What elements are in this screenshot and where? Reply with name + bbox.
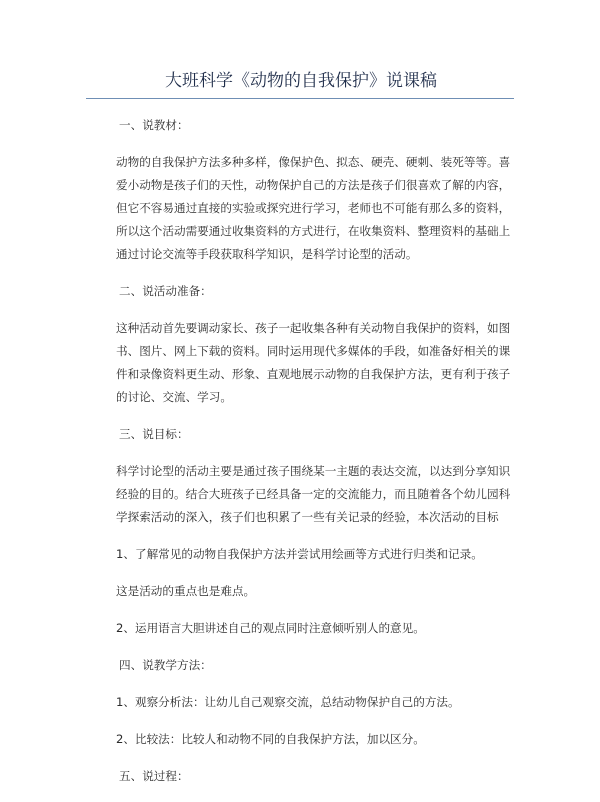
- goal-item-1: 1、了解常见的动物自我保护方法并尝试用绘画等方式进行归类和记录。: [116, 547, 483, 561]
- document-title: 大班科学《动物的自我保护》说课稿: [165, 71, 437, 91]
- section-heading-goals: 三、说目标：: [119, 427, 189, 441]
- method-item-1: 1、观察分析法：让幼儿自己观察交流，总结动物保护自己的方法。: [116, 695, 460, 709]
- paragraph-activity-preparation: 这种活动首先要调动家长、孩子一起收集各种有关动物自我保护的资料，如图书、图片、网上下载的资料。同时运用现代多媒体的手段，如准备好相关的课件和录像资料更生动、形象、直观地展示动物的自我保护方法，更有利于孩子的讨论、交流、学习。: [116, 321, 511, 404]
- title-divider: [86, 98, 514, 99]
- paragraph-teaching-material: 动物的自我保护方法多种多样，像保护色、拟态、硬壳、硬刺、装死等等。喜爱小动物是孩子们的天性，动物保护自己的方法是孩子们很喜欢了解的内容，但它不容易通过直接的实验或探究进行学习，老师也不可能有那么多的资料，所以这个活动需要通过收集资料的方式进行，在收集资料、整理资料的基础上通过讨论交流等手段获取科学知识，是科学讨论型的活动。: [116, 155, 511, 261]
- section-heading-activity-preparation: 二、说活动准备：: [119, 284, 212, 298]
- goal-note: 这是活动的重点也是难点。: [116, 584, 256, 598]
- paragraph-goals: 科学讨论型的活动主要是通过孩子围绕某一主题的表达交流，以达到分享知识经验的目的。结合大班孩子已经具备一定的交流能力，而且随着各个幼儿园科学探索活动的深入，孩子们也积累了一些有关记录的经验，本次活动的目标: [116, 464, 511, 524]
- document-body: [116, 114, 516, 802]
- goal-item-2: 2、运用语言大胆讲述自己的观点同时注意倾听别人的意见。: [116, 621, 425, 635]
- method-item-2: 2、比较法：比较人和动物不同的自我保护方法，加以区分。: [116, 732, 425, 746]
- section-heading-teaching-methods: 四、说教学方法：: [119, 658, 212, 672]
- section-heading-teaching-material: 一、说教材：: [119, 118, 189, 132]
- section-heading-process: 五、说过程：: [119, 769, 189, 783]
